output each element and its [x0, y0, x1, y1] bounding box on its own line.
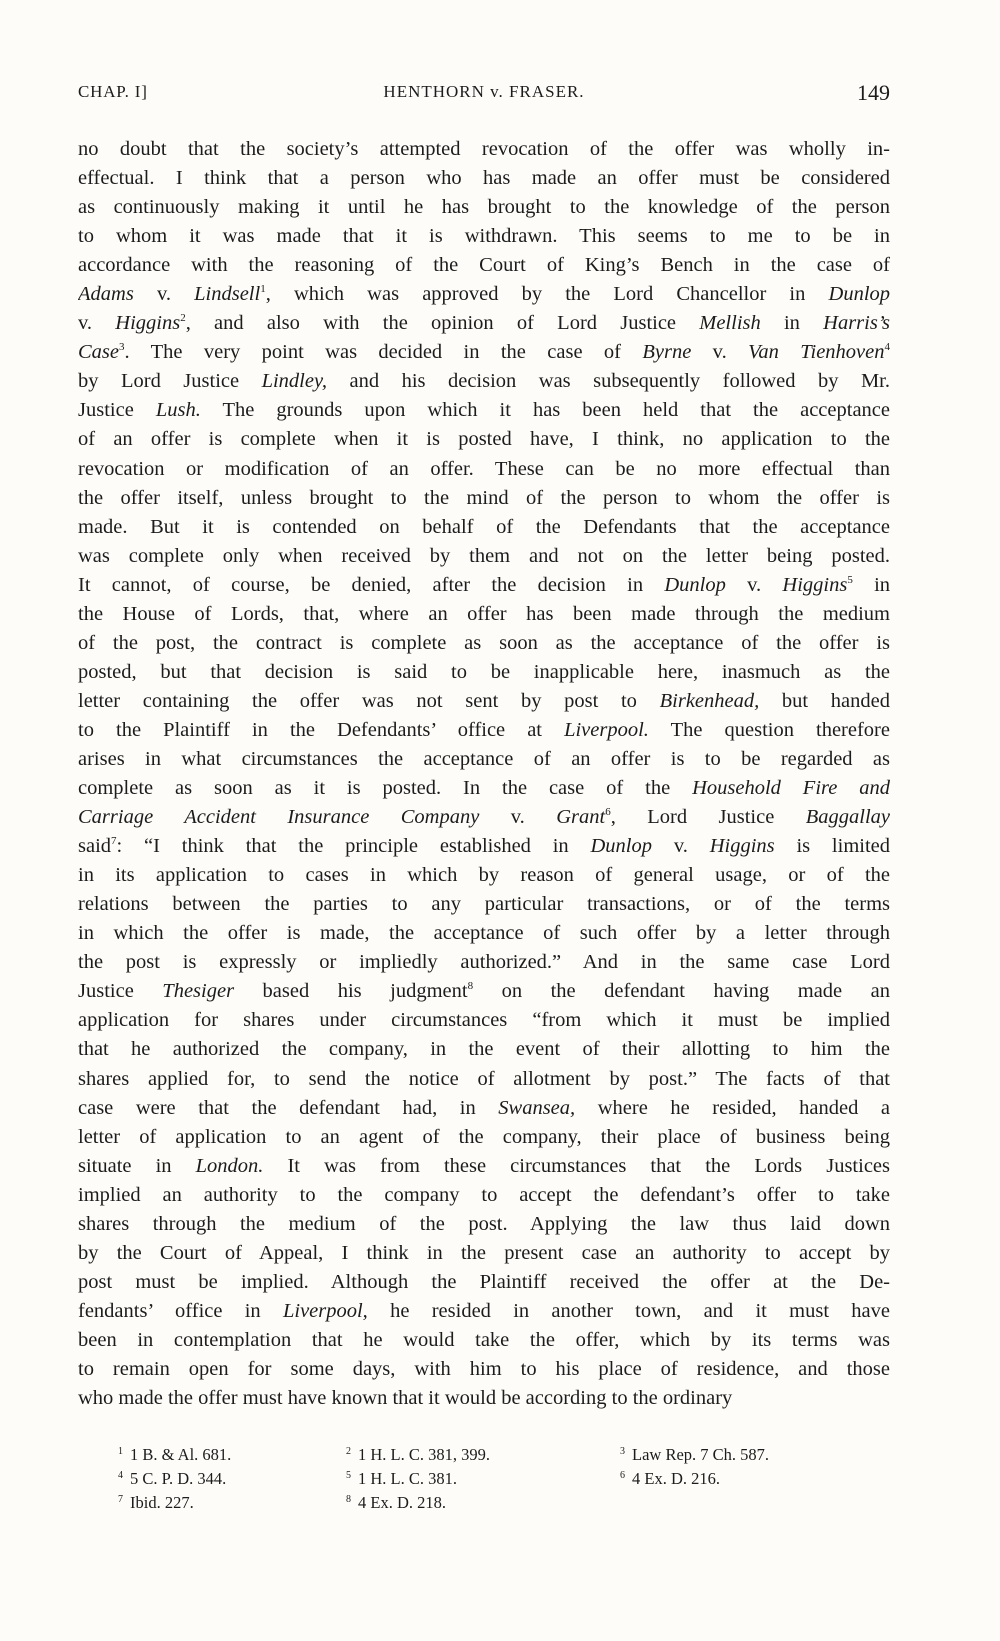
- text-line: [78, 832, 890, 861]
- text-run: who made the offer must have known that it would be according to the ordinary: [78, 1387, 733, 1410]
- text-run: and his decision was subsequently followed by Mr.: [327, 370, 890, 393]
- text-run: to whom it was made that it is withdrawn. This seems to me to be in: [78, 225, 890, 248]
- text-run: the offer itself, unless brought to the mind of the person to whom the offer is: [78, 486, 890, 509]
- text-line: [78, 774, 890, 803]
- italic-case-name: Van Tienhoven: [748, 341, 885, 364]
- text-line: [78, 396, 890, 425]
- text-run: fendants’ office in: [78, 1299, 283, 1322]
- text-run: but handed: [759, 689, 890, 712]
- text-run: : “I think that the principle established in: [116, 835, 591, 858]
- text-run: Justice: [78, 980, 163, 1003]
- italic-case-name: Thesiger: [162, 980, 235, 1003]
- text-run: v.: [652, 835, 710, 858]
- text-run: to the Plaintiff in the Defendants’ office at: [78, 718, 565, 741]
- footnote-marker: 5: [346, 1469, 351, 1481]
- italic-case-name: Lush.: [155, 399, 201, 422]
- text-run: complete as soon as it is posted. In the case of the: [78, 777, 693, 800]
- footnote-2: [346, 1443, 490, 1467]
- text-line: [78, 425, 890, 454]
- italic-case-name: Higgins: [115, 312, 181, 335]
- italic-case-name: Case: [78, 341, 119, 364]
- text-line: [78, 135, 890, 164]
- text-line: [78, 1297, 890, 1326]
- body-text: [78, 135, 890, 1413]
- footnote-5: [346, 1467, 457, 1491]
- text-run: to remain open for some days, with him to his place of residence, and those: [78, 1357, 890, 1380]
- text-run: where he resided, handed a: [575, 1096, 890, 1119]
- footnote-reference: 8: [467, 980, 474, 993]
- text-line: [78, 861, 890, 890]
- footnote-marker: 6: [620, 1469, 625, 1481]
- text-run: revocation or modification of an offer. These can be no more effectual than: [78, 457, 890, 480]
- text-line: [78, 571, 890, 600]
- footnote-reference: 4: [884, 341, 890, 354]
- footnote-8: [346, 1491, 446, 1515]
- text-run: in which the offer is made, the acceptance of such offer by a letter through: [78, 922, 890, 945]
- running-title: HENTHORN v. FRASER.: [383, 82, 585, 101]
- text-line: [78, 1006, 890, 1035]
- text-line: [78, 1355, 890, 1384]
- text-run: arises in what circumstances the acceptance of an offer is to be regarded as: [78, 747, 890, 770]
- text-run: situate in: [78, 1154, 196, 1177]
- footnote-marker: 8: [346, 1493, 351, 1505]
- text-run: v.: [133, 283, 195, 306]
- footnote-marker: 7: [118, 1493, 123, 1505]
- text-run: of an offer is complete when it is posted have, I think, no application to the: [78, 428, 890, 451]
- footnote-reference: 5: [847, 573, 853, 586]
- text-run: , Lord Justice: [610, 806, 806, 829]
- italic-case-name: Dunlop: [664, 573, 726, 596]
- text-run: relations between the parties to any particular transactions, or of the terms: [78, 893, 890, 916]
- text-run: It was from these circumstances that the Lords Justices: [263, 1154, 890, 1177]
- text-run: effectual. I think that a person who has made an offer must be considered: [78, 167, 890, 190]
- chapter-label: CHAP. I]: [78, 82, 148, 101]
- text-run: . The very point was decided in the case of: [124, 341, 643, 364]
- text-line: [78, 745, 890, 774]
- text-line: [78, 1326, 890, 1355]
- text-run: letter containing the offer was not sent by post to: [78, 689, 660, 712]
- text-line: [78, 803, 890, 832]
- italic-case-name: Liverpool,: [282, 1299, 368, 1322]
- text-line: [78, 890, 890, 919]
- text-run: in: [760, 312, 824, 335]
- text-run: by the Court of Appeal, I think in the present case an authority to accept by: [78, 1241, 890, 1264]
- text-line: [78, 251, 890, 280]
- text-run: v.: [479, 806, 557, 829]
- italic-case-name: Lindley,: [261, 370, 328, 393]
- text-run: post must be implied. Although the Plaintiff received the offer at the De-: [78, 1270, 890, 1293]
- text-line: [78, 1268, 890, 1297]
- footnote-reference: 3: [119, 341, 125, 354]
- footnote-marker: 1: [118, 1445, 123, 1457]
- footnote-text: 1 H. L. C. 381.: [358, 1469, 457, 1488]
- text-run: on the defendant having made an: [473, 980, 890, 1003]
- text-run: no doubt that the society’s attempted revocation of the offer was wholly in-: [78, 138, 890, 160]
- text-line: [78, 716, 890, 745]
- text-run: the House of Lords, that, where an offer has been made through the medium: [78, 602, 890, 625]
- text-line: [78, 1210, 890, 1239]
- italic-case-name: Mellish: [699, 312, 761, 335]
- text-run: posted, but that decision is said to be inapplicable here, inasmuch as the: [78, 660, 890, 683]
- footnote-row: [118, 1491, 890, 1515]
- footnote-reference: 6: [605, 806, 611, 819]
- text-run: of the post, the contract is complete as soon as the acceptance of the offer is: [78, 631, 890, 654]
- text-run: application for shares under circumstances “from which it must be implied: [78, 1009, 890, 1032]
- text-line: [78, 629, 890, 658]
- text-line: [78, 193, 890, 222]
- text-line: [78, 1123, 890, 1152]
- text-line: [78, 338, 890, 367]
- text-run: in its application to cases in which by reason of general usage, or of the: [78, 864, 890, 887]
- footnote-3: [620, 1443, 769, 1467]
- text-run: said: [78, 835, 112, 858]
- text-run: he resided in another town, and it must have: [367, 1299, 890, 1322]
- text-run: accordance with the reasoning of the Court of King’s Bench in the case of: [78, 254, 890, 277]
- text-line: [78, 977, 890, 1006]
- footnote-text: 4 Ex. D. 218.: [358, 1493, 446, 1512]
- text-line: [78, 1094, 890, 1123]
- footnote-7: [118, 1491, 194, 1515]
- italic-case-name: Liverpool.: [564, 718, 649, 741]
- text-run: by Lord Justice: [78, 370, 262, 393]
- italic-case-name: Byrne: [642, 341, 692, 364]
- text-line: [78, 484, 890, 513]
- text-run: was complete only when received by them and not on the letter being posted.: [78, 544, 890, 567]
- footnote-text: 5 C. P. D. 344.: [130, 1469, 227, 1488]
- footnote-text: 1 B. & Al. 681.: [130, 1445, 232, 1464]
- italic-case-name: Birkenhead,: [659, 689, 760, 712]
- italic-case-name: Swansea,: [498, 1096, 576, 1119]
- text-line: [78, 919, 890, 948]
- text-line: [78, 1239, 890, 1268]
- footnotes: [118, 1443, 890, 1515]
- text-run: that he authorized the company, in the event of their allotting to him the: [78, 1038, 890, 1061]
- footnote-marker: 2: [346, 1445, 351, 1457]
- italic-case-name: Baggallay: [805, 806, 890, 829]
- italic-case-name: Higgins: [782, 573, 848, 596]
- text-run: , which was approved by the Lord Chancellor in: [265, 283, 829, 306]
- text-line: [78, 222, 890, 251]
- text-run: Justice: [78, 399, 156, 422]
- footnote-reference: 1: [260, 283, 266, 296]
- text-run: shares applied for, to send the notice of allotment by post.” The facts of that: [78, 1067, 890, 1090]
- text-run: It cannot, of course, be denied, after the decision in: [78, 573, 665, 596]
- text-run: shares through the medium of the post. Applying the law thus laid down: [78, 1212, 890, 1235]
- text-run: v.: [725, 573, 783, 596]
- text-line: [78, 1065, 890, 1094]
- text-line: [78, 280, 890, 309]
- text-line: [78, 367, 890, 396]
- italic-case-name: Household Fire and: [692, 777, 890, 800]
- text-line: [78, 687, 890, 716]
- text-line: [78, 164, 890, 193]
- footnote-text: 1 H. L. C. 381, 399.: [358, 1445, 490, 1464]
- italic-case-name: Dunlop: [590, 835, 652, 858]
- italic-case-name: Adams: [78, 283, 134, 306]
- text-line: [78, 1152, 890, 1181]
- text-line: [78, 658, 890, 687]
- running-head: [78, 80, 890, 110]
- text-line: [78, 455, 890, 484]
- footnote-reference: 7: [111, 835, 117, 848]
- italic-case-name: Dunlop: [828, 283, 890, 306]
- text-line: [78, 1181, 890, 1210]
- footnote-text: 4 Ex. D. 216.: [632, 1469, 720, 1488]
- text-line: [78, 948, 890, 977]
- italic-case-name: London.: [195, 1154, 264, 1177]
- footnote-6: [620, 1467, 720, 1491]
- text-run: case were that the defendant had, in: [78, 1096, 499, 1119]
- text-run: made. But it is contended on behalf of the Defendants that the acceptance: [78, 515, 890, 538]
- footnote-row: [118, 1443, 890, 1467]
- text-run: implied an authority to the company to accept the defendant’s offer to take: [78, 1183, 890, 1206]
- text-run: v.: [78, 312, 116, 335]
- text-run: in: [852, 573, 890, 596]
- page-number: 149: [857, 80, 890, 105]
- text-run: v.: [691, 341, 749, 364]
- text-line: [78, 1384, 890, 1413]
- footnote-marker: 3: [620, 1445, 625, 1457]
- text-run: as continuously making it until he has brought to the knowledge of the person: [78, 196, 890, 219]
- footnote-text: Law Rep. 7 Ch. 587.: [632, 1445, 770, 1464]
- footnote-row: [118, 1467, 890, 1491]
- text-run: the post is expressly or impliedly authorized.” And in the same case Lord: [78, 951, 890, 974]
- footnote-1: [118, 1443, 231, 1467]
- italic-case-name: Harris’s: [823, 312, 890, 335]
- text-run: letter of application to an agent of the company, their place of business being: [78, 1125, 890, 1148]
- text-run: been in contemplation that he would take the offer, which by its terms was: [78, 1328, 890, 1351]
- text-line: [78, 513, 890, 542]
- text-run: The grounds upon which it has been held that the acceptance: [200, 399, 890, 422]
- footnote-text: Ibid. 227.: [130, 1493, 194, 1512]
- text-line: [78, 1035, 890, 1064]
- text-line: [78, 542, 890, 571]
- footnote-reference: 2: [180, 312, 186, 325]
- text-run: based his judgment: [234, 980, 468, 1003]
- italic-case-name: Higgins: [709, 835, 775, 858]
- text-run: The question therefore: [648, 718, 890, 741]
- text-line: [78, 600, 890, 629]
- text-run: , and also with the opinion of Lord Justice: [185, 312, 700, 335]
- italic-case-name: Carriage Accident Insurance Company: [78, 806, 480, 829]
- italic-case-name: Grant: [556, 806, 606, 829]
- footnote-marker: 4: [118, 1469, 123, 1481]
- text-run: is limited: [774, 835, 890, 858]
- footnote-4: [118, 1467, 226, 1491]
- text-line: [78, 309, 890, 338]
- italic-case-name: Lindsell: [194, 283, 261, 306]
